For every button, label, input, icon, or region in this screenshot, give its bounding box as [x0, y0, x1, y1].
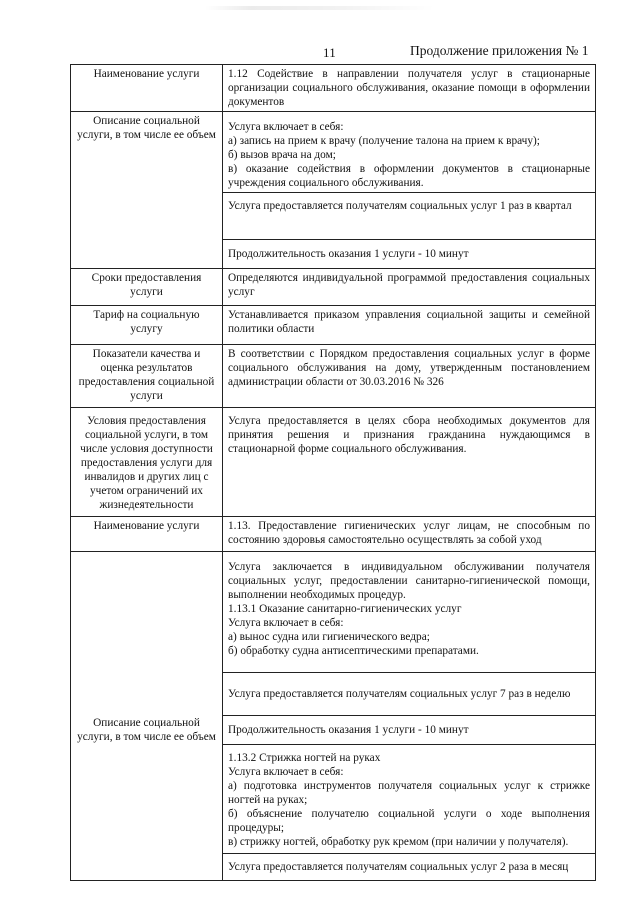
label-cell	[71, 65, 223, 112]
quality-text: В соответствии с Порядком предоставления социальных услуг в форме социального обслуживания на дому, утвержденным постановлением администрации области от 30.03.2016 № 326	[228, 348, 590, 388]
table-row-quality	[71, 345, 596, 408]
list-item: в) оказание содействия в оформлении документов в стационарные учреждения социального обслуживания.	[228, 163, 590, 189]
value-cell	[223, 193, 596, 240]
value-cell	[223, 517, 596, 552]
service-name: 1.13. Предоставление гигиенических услуг лицам, не способным по состоянию здоровья самостоятельно осуществлять за собой уход	[228, 520, 590, 546]
conditions-text: Услуга предоставляется в целях сбора необходимых документов для принятия решения и признания гражданина нуждающимся в стационарной форме социального обслуживания.	[228, 415, 590, 455]
row-label: Описание социальной услуги, в том числе ее объем	[77, 717, 216, 743]
value-cell	[223, 716, 596, 745]
terms-text: Определяются индивидуальной программой предоставления социальных услуг	[228, 272, 590, 298]
value-cell	[223, 854, 596, 881]
value-cell	[223, 552, 596, 673]
running-head: Продолжение приложения № 1	[410, 43, 589, 58]
service-table	[70, 64, 596, 881]
row-label: Описание социальной услуги, в том числе ее объем	[77, 115, 216, 141]
value-cell	[223, 269, 596, 306]
list-item: а) вынос судна или гигиенического ведра;	[228, 631, 430, 643]
list-item: а) запись на прием к врачу (получение талона на прием к врачу);	[228, 135, 540, 147]
value-cell	[223, 240, 596, 269]
tariff-text: Устанавливается приказом управления социальной защиты и семейной политики области	[228, 309, 590, 335]
row-label: Условия предоставления социальной услуги, в том числе условия доступности предоставления услуги для инвалидов и других лиц с учетом ограничений их жизнедеятельности	[80, 415, 213, 511]
row-label: Тариф на социальную услугу	[93, 309, 200, 335]
row-label: Наименование услуги	[93, 520, 200, 532]
includes-title: Услуга включает в себя:	[228, 766, 344, 778]
table-row-name-2	[71, 517, 596, 552]
value-cell	[223, 112, 596, 193]
table-row-conditions	[71, 408, 596, 517]
label-cell	[71, 306, 223, 345]
scan-artifact	[205, 6, 435, 10]
duration-text: Продолжительность оказания 1 услуги - 10 минут	[228, 724, 469, 736]
row-label: Наименование услуги	[93, 68, 200, 80]
label-cell	[71, 269, 223, 306]
row-label: Показатели качества и оценка результатов предоставления социальной услуги	[78, 348, 215, 402]
page-number: 11	[323, 45, 336, 60]
subsection-title: 1.13.2 Стрижка ногтей на руках	[228, 752, 381, 764]
table-row-tariff	[71, 306, 596, 345]
list-item: б) обработку судна антисептическими препаратами.	[228, 645, 479, 657]
list-item: а) подготовка инструментов получателя социальных услуг к стрижке ногтей на руках;	[228, 780, 590, 806]
table-row-name-1	[71, 65, 596, 112]
label-cell	[71, 552, 223, 881]
subsection-title: 1.13.1 Оказание санитарно-гигиенических услуг	[228, 603, 462, 615]
service-name: 1.12 Содействие в направлении получателя услуг в стационарные организации социального обслуживания, оказание помощи в оформлении документов	[228, 68, 590, 108]
intro-text: Услуга заключается в индивидуальном обслуживании получателя социальных услуг, предоставлении санитарно-гигиенической помощи, выполнении необходимых процедур.	[228, 561, 590, 601]
frequency-text: Услуга предоставляется получателям социальных услуг 7 раз в неделю	[228, 688, 571, 700]
value-cell	[223, 65, 596, 112]
label-cell	[71, 517, 223, 552]
value-cell	[223, 673, 596, 716]
includes-title: Услуга включает в себя:	[228, 121, 344, 133]
label-cell	[71, 112, 223, 269]
duration-text: Продолжительность оказания 1 услуги - 10 минут	[228, 248, 469, 260]
table-row-terms	[71, 269, 596, 306]
list-item: в) стрижку ногтей, обработку рук кремом (при наличии у получателя).	[228, 836, 569, 848]
value-cell	[223, 408, 596, 517]
label-cell	[71, 345, 223, 408]
includes-title: Услуга включает в себя:	[228, 617, 344, 629]
value-cell	[223, 306, 596, 345]
frequency-text: Услуга предоставляется получателям социальных услуг 1 раз в квартал	[228, 200, 572, 212]
value-cell	[223, 745, 596, 854]
frequency-text: Услуга предоставляется получателям социальных услуг 2 раза в месяц	[228, 861, 569, 873]
list-item: б) вызов врача на дом;	[228, 149, 336, 161]
table-row-desc-2	[71, 552, 596, 673]
row-label: Сроки предоставления услуги	[91, 272, 202, 298]
table-row-desc-1	[71, 112, 596, 193]
value-cell	[223, 345, 596, 408]
list-item: б) объяснение получателю социальной услуги о ходе выполнения процедуры;	[228, 808, 590, 834]
label-cell	[71, 408, 223, 517]
